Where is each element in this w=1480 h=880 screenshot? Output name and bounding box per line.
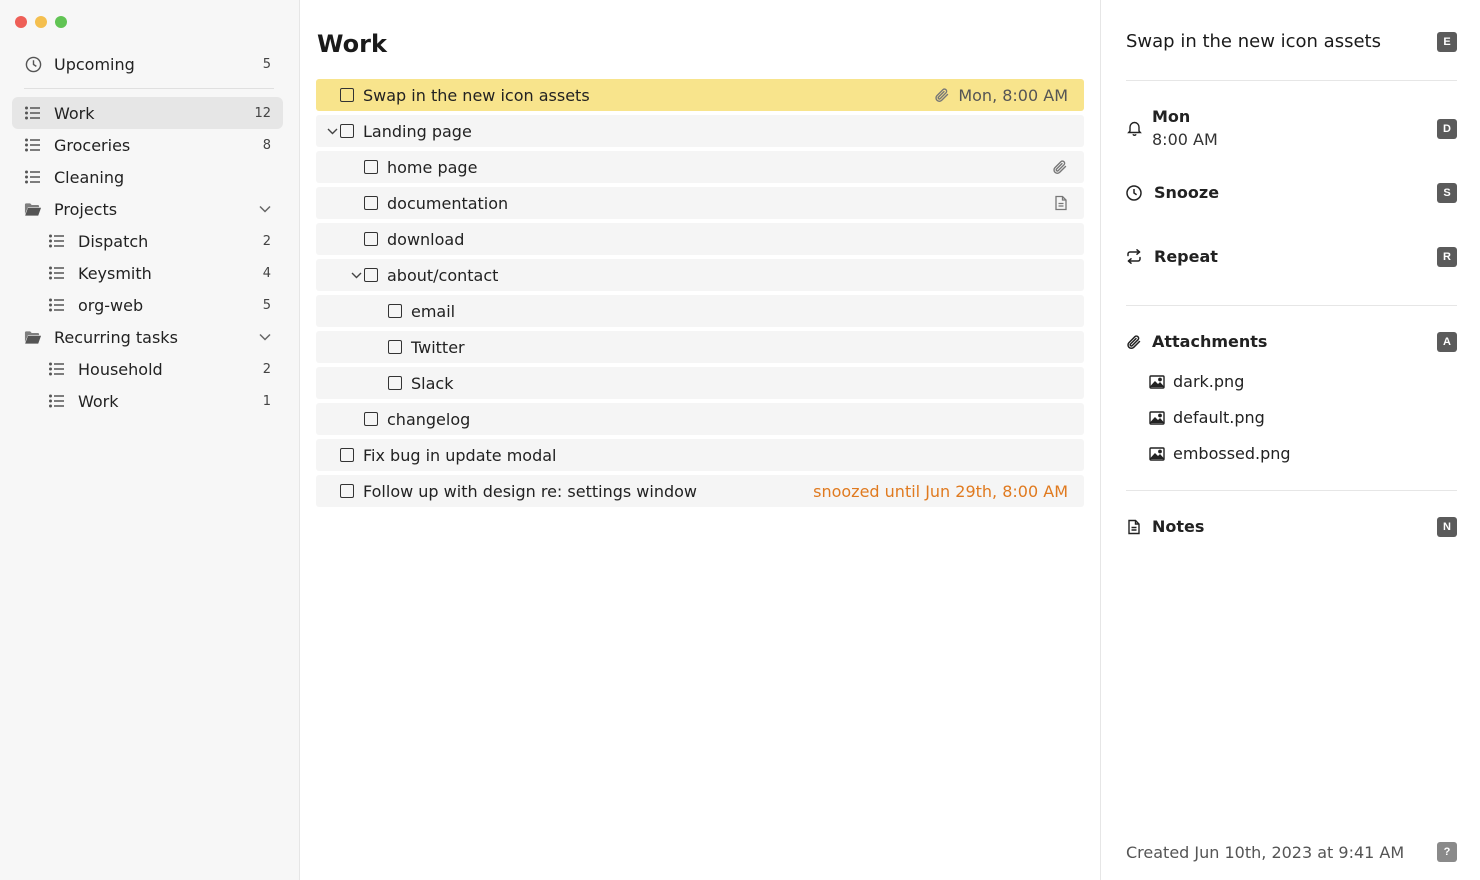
sidebar — [0, 0, 300, 880]
chevron-down-icon[interactable] — [259, 333, 271, 341]
task-meta — [1054, 195, 1068, 211]
task-meta — [1052, 159, 1068, 175]
task-row[interactable] — [316, 331, 1084, 363]
task-list-pane — [300, 0, 1100, 880]
task-checkbox[interactable] — [388, 376, 402, 390]
detail-divider — [1126, 490, 1457, 491]
sidebar-item-work[interactable] — [12, 97, 283, 129]
sidebar-item-label: Work — [78, 391, 119, 411]
sidebar-item-count: 5 — [262, 297, 271, 313]
task-row[interactable] — [316, 223, 1084, 255]
task-title: documentation — [387, 193, 509, 213]
task-checkbox[interactable] — [388, 340, 402, 354]
paperclip-icon — [934, 87, 950, 103]
sidebar-item-cleaning[interactable] — [12, 161, 283, 193]
image-icon — [1149, 374, 1165, 390]
attachment-filename: embossed.png — [1173, 444, 1291, 463]
sidebar-item-label: Dispatch — [78, 231, 149, 251]
sidebar-item-count: 5 — [262, 56, 271, 72]
task-checkbox[interactable] — [364, 160, 378, 174]
shortcut-key-date: D — [1437, 119, 1457, 139]
help-button[interactable]: ? — [1437, 842, 1457, 862]
task-title: changelog — [387, 409, 471, 429]
image-icon — [1149, 446, 1165, 462]
shortcut-key-edit: E — [1437, 32, 1457, 52]
repeat-button[interactable] — [1126, 247, 1218, 266]
list-icon — [48, 392, 66, 410]
task-row[interactable] — [316, 403, 1084, 435]
task-row[interactable] — [316, 79, 1084, 111]
repeat-label: Repeat — [1154, 247, 1218, 266]
sidebar-item-groceries[interactable] — [12, 129, 283, 161]
task-checkbox[interactable] — [340, 484, 354, 498]
task-row[interactable] — [316, 439, 1084, 471]
task-row[interactable] — [316, 295, 1084, 327]
sidebar-item-label: Projects — [54, 199, 118, 219]
task-detail-pane — [1100, 0, 1480, 880]
task-title: Fix bug in update modal — [363, 445, 557, 465]
list-icon — [24, 168, 42, 186]
clock-icon — [1126, 185, 1142, 201]
snooze-button[interactable] — [1126, 183, 1219, 202]
created-timestamp: Created Jun 10th, 2023 at 9:41 AM — [1126, 843, 1405, 862]
task-title: Slack — [411, 373, 454, 393]
task-row[interactable] — [316, 187, 1084, 219]
close-window-button[interactable] — [15, 16, 27, 28]
task-row[interactable] — [316, 151, 1084, 183]
sidebar-item-recurring-work[interactable] — [36, 385, 283, 417]
shortcut-key-repeat: R — [1437, 247, 1457, 267]
sidebar-item-household[interactable] — [36, 353, 283, 385]
task-meta — [934, 86, 1068, 105]
task-title: Twitter — [411, 337, 465, 357]
bell-icon — [1126, 120, 1142, 136]
list-icon — [48, 232, 66, 250]
sidebar-item-count: 2 — [262, 233, 271, 249]
sidebar-folder-projects[interactable] — [12, 193, 283, 225]
task-title: download — [387, 229, 465, 249]
task-checkbox[interactable] — [340, 448, 354, 462]
folder-icon — [24, 200, 42, 218]
attachment-file[interactable] — [1149, 408, 1265, 427]
task-checkbox[interactable] — [340, 124, 354, 138]
attachment-filename: dark.png — [1173, 372, 1245, 391]
note-icon — [1054, 195, 1068, 211]
sidebar-item-label: Work — [54, 103, 95, 123]
snooze-status: snoozed until Jun 29th, 8:00 AM — [813, 481, 1068, 501]
task-title: home page — [387, 157, 478, 177]
attachment-filename: default.png — [1173, 408, 1265, 427]
sidebar-item-count: 2 — [262, 361, 271, 377]
reminder-time: 8:00 AM — [1152, 130, 1218, 149]
task-row[interactable] — [316, 259, 1084, 291]
sidebar-item-label: Household — [78, 359, 163, 379]
list-icon — [24, 104, 42, 122]
reminder-day: Mon — [1152, 107, 1191, 126]
shortcut-key-snooze: S — [1437, 183, 1457, 203]
sidebar-divider — [24, 88, 274, 89]
task-due-date: Mon, 8:00 AM — [958, 85, 1068, 105]
minimize-window-button[interactable] — [35, 16, 47, 28]
chevron-down-icon[interactable] — [348, 267, 364, 283]
task-title: Swap in the new icon assets — [363, 85, 590, 105]
list-icon — [24, 136, 42, 154]
task-title: about/contact — [387, 265, 499, 285]
sidebar-item-keysmith[interactable] — [36, 257, 283, 289]
sidebar-item-label: Groceries — [54, 135, 131, 155]
task-title: Landing page — [363, 121, 472, 141]
sidebar-item-count: 4 — [262, 265, 271, 281]
task-checkbox[interactable] — [364, 268, 378, 282]
task-title: Follow up with design re: settings window — [363, 481, 697, 501]
task-checkbox[interactable] — [364, 196, 378, 210]
chevron-down-icon[interactable] — [324, 123, 340, 139]
list-icon — [48, 360, 66, 378]
folder-icon — [24, 328, 42, 346]
notes-header[interactable] — [1126, 517, 1204, 536]
snooze-label: Snooze — [1154, 183, 1220, 202]
image-icon — [1149, 410, 1165, 426]
sidebar-item-dispatch[interactable] — [36, 225, 283, 257]
attachments-header[interactable] — [1126, 332, 1267, 351]
detail-divider — [1126, 80, 1457, 81]
zoom-window-button[interactable] — [55, 16, 67, 28]
shortcut-key-attachments: A — [1437, 332, 1457, 352]
sidebar-item-label: Keysmith — [78, 263, 152, 283]
chevron-down-icon[interactable] — [259, 205, 271, 213]
sidebar-folder-recurring-tasks[interactable] — [12, 321, 283, 353]
detail-divider — [1126, 305, 1457, 306]
sidebar-item-upcoming[interactable] — [12, 48, 283, 80]
sidebar-item-count: 1 — [262, 393, 271, 409]
attachments-label: Attachments — [1152, 332, 1268, 351]
page-title: Work — [317, 30, 387, 58]
task-checkbox[interactable] — [364, 412, 378, 426]
task-title: email — [411, 301, 456, 321]
task-checkbox[interactable] — [364, 232, 378, 246]
sidebar-item-label: Recurring tasks — [54, 327, 178, 347]
sidebar-item-label: org-web — [78, 295, 144, 315]
detail-task-title[interactable]: Swap in the new icon assets — [1126, 31, 1381, 52]
clock-icon — [24, 55, 42, 73]
task-row[interactable] — [316, 367, 1084, 399]
repeat-icon — [1126, 249, 1142, 265]
note-icon — [1126, 519, 1142, 535]
task-checkbox[interactable] — [340, 88, 354, 102]
task-checkbox[interactable] — [388, 304, 402, 318]
paperclip-icon — [1126, 334, 1142, 350]
paperclip-icon — [1052, 159, 1068, 175]
notes-label: Notes — [1152, 517, 1205, 536]
sidebar-item-label: Upcoming — [54, 54, 135, 74]
task-row[interactable] — [316, 475, 1084, 507]
list-icon — [48, 264, 66, 282]
sidebar-item-count: 8 — [262, 137, 271, 153]
sidebar-item-label: Cleaning — [54, 167, 125, 187]
reminder-row[interactable] — [1126, 107, 1218, 149]
list-icon — [48, 296, 66, 314]
attachment-file[interactable] — [1149, 444, 1291, 463]
shortcut-key-notes: N — [1437, 517, 1457, 537]
attachment-file[interactable] — [1149, 372, 1244, 391]
task-row[interactable] — [316, 115, 1084, 147]
sidebar-item-count: 12 — [254, 105, 271, 121]
sidebar-item-org-web[interactable] — [36, 289, 283, 321]
